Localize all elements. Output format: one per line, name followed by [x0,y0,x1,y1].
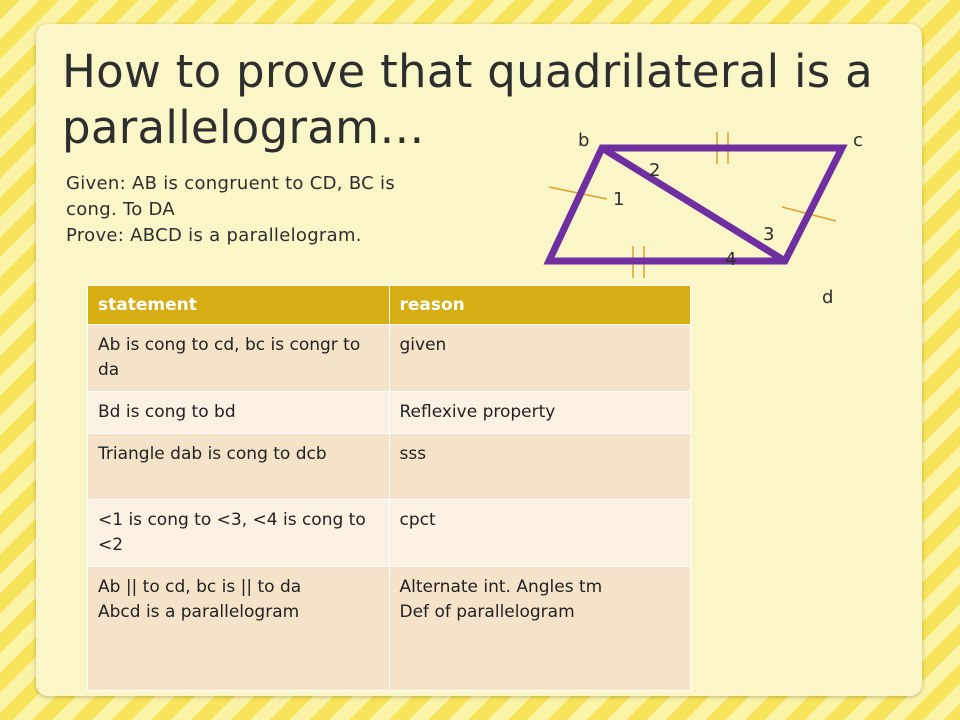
statement-cell: Ab is cong to cd, bc is congr to da [88,325,390,392]
prove-line: Prove: ABCD is a parallelogram. [66,225,362,246]
table-row [88,500,691,567]
table-row [88,325,691,392]
statement-cell: Bd is cong to bd [88,392,390,434]
statement-cell: Ab || to cd, bc is || to da Abcd is a parallelogram [88,567,390,691]
angle-label-3: 3 [763,224,775,245]
header-statement: statement [88,286,390,325]
proof-table [87,285,691,691]
reason-cell: cpct [389,500,691,567]
table-row [88,392,691,434]
angle-label-1: 1 [613,189,625,210]
vertex-label-d: d [822,287,834,308]
vertex-label-c: c [853,130,863,151]
reason-cell: sss [389,434,691,500]
parallelogram-shape [549,148,842,261]
reason-cell: Reflexive property [389,392,691,434]
statement-cell: <1 is cong to <3, <4 is cong to <2 [88,500,390,567]
header-reason: reason [389,286,691,325]
given-line-2: cong. To DA [66,199,176,220]
angle-label-4: 4 [725,249,737,270]
statement-cell: Triangle dab is cong to dcb [88,434,390,500]
table-header-row [88,286,691,325]
angle-label-2: 2 [649,160,661,181]
table-row [88,434,691,500]
vertex-label-b: b [578,130,590,151]
reason-cell: given [389,325,691,392]
diagonal-bd [602,148,785,261]
reason-cell: Alternate int. Angles tm Def of parallelogram [389,567,691,691]
table-row [88,567,691,691]
slide-title: How to prove that quadrilateral is a parallelogram… [62,45,874,154]
given-line-1: Given: AB is congruent to CD, BC is [66,173,396,194]
